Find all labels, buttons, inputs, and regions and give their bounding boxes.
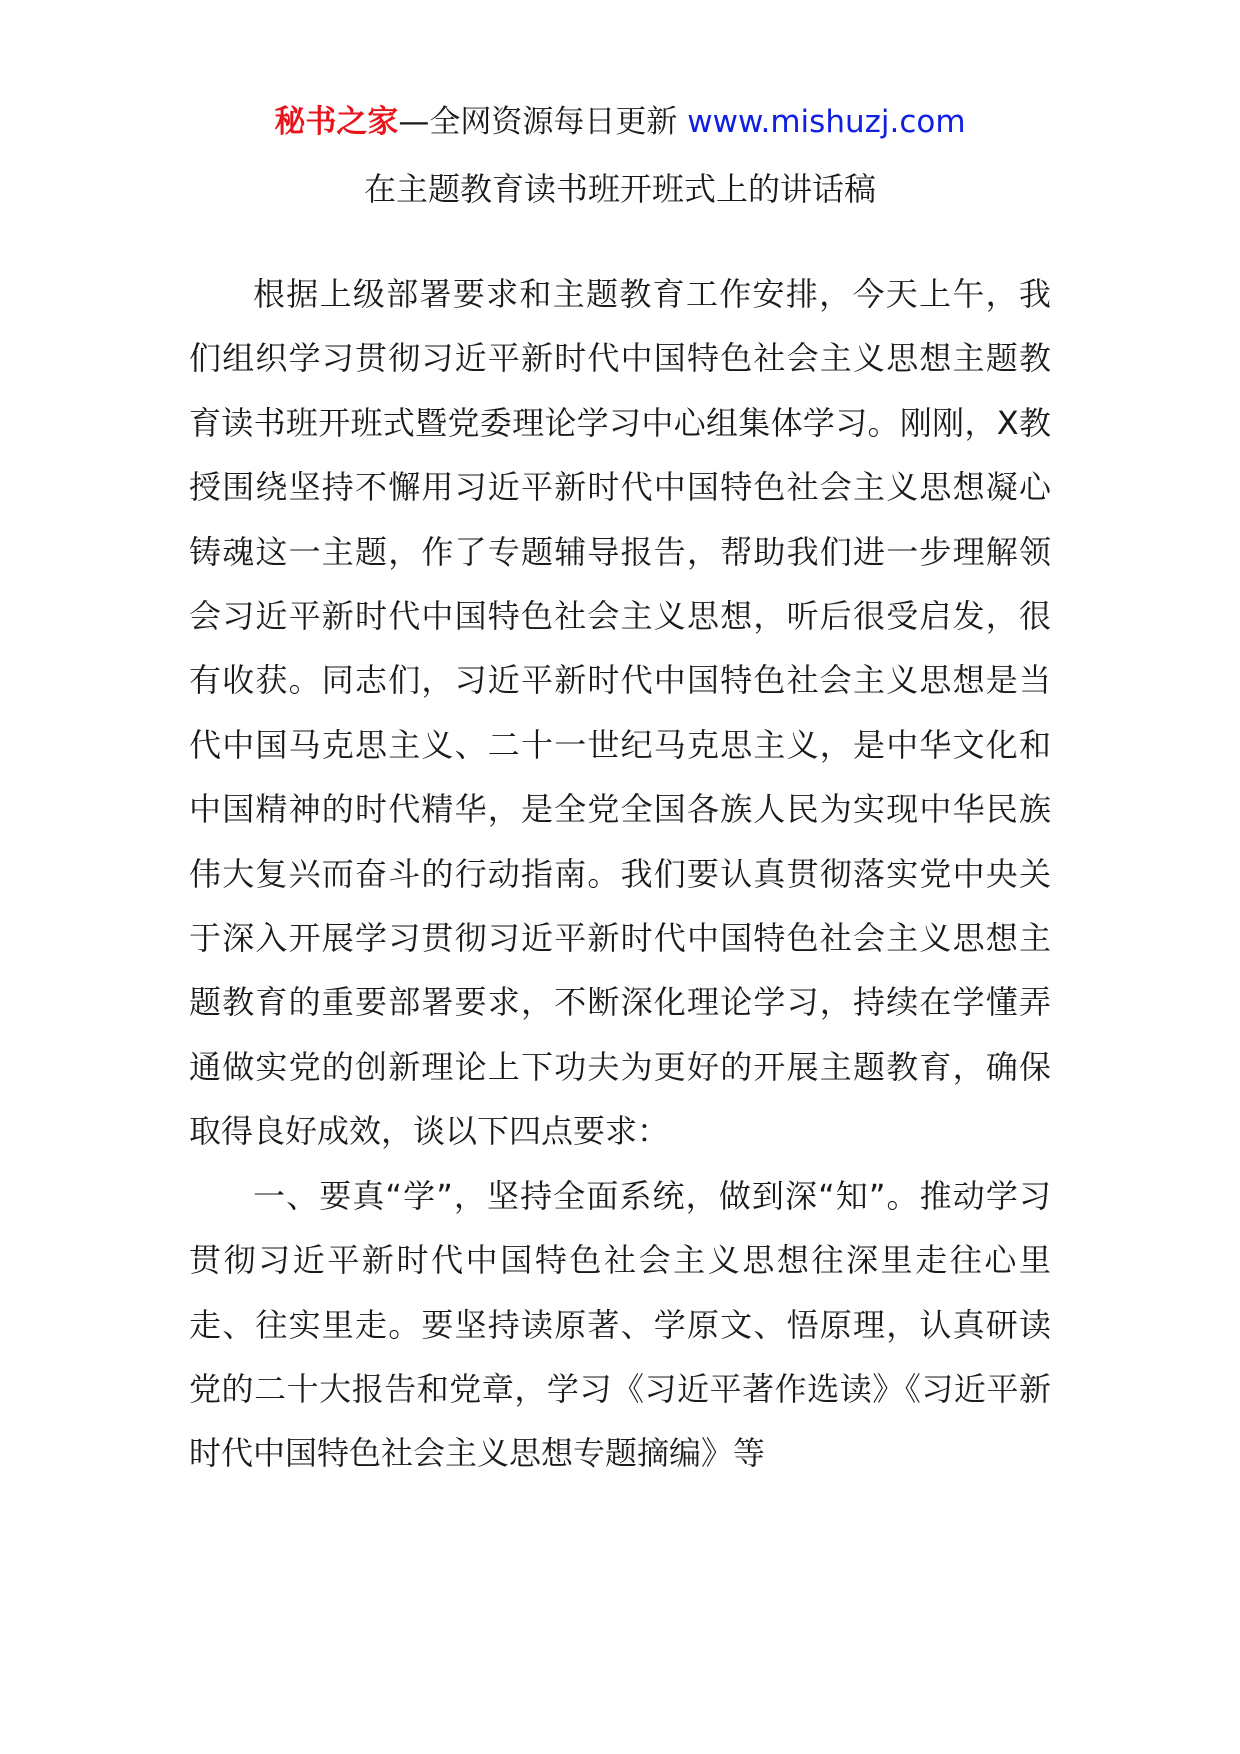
page-header xyxy=(0,100,1240,144)
brand-name: 秘书之家 xyxy=(274,104,399,140)
website-link[interactable]: www.mishuzj.com xyxy=(687,104,966,140)
paragraph-point-one: 一、要真“学”，坚持全面系统，做到深“知”。推动学习贯彻习近平新时代中国特色社会主义思想往深里走往心里走、往实里走。要坚持读原著、学原文、悟原理，认真研读党的二十大报告和党章，学习《习近平著作选读》《习近平新时代中国特色社会主义思想专题摘编》等 xyxy=(189,1176,1051,1473)
header-tagline: —全网资源每日更新 xyxy=(398,104,688,140)
document-body xyxy=(189,262,1051,1486)
document-title: 在主题教育读书班开班式上的讲话稿 xyxy=(363,170,876,208)
paragraph-intro: 根据上级部署要求和主题教育工作安排，今天上午，我们组织学习贯彻习近平新时代中国特色社会主义思想主题教育读书班开班式暨党委理论学习中心组集体学习。刚刚，X教授围绕坚持不懈用习近平新时代中国特色社会主义思想凝心铸魂这一主题，作了专题辅导报告，帮助我们进一步理解领会习近平新时代中国特色社会主义思想，听后很受启发，很有收获。同志们，习近平新时代中国特色社会主义思想是当代中国马克思主义、二十一世纪马克思主义，是中华文化和中国精神的时代精华，是全党全国各族人民为实现中华民族伟大复兴而奋斗的行动指南。我们要认真贯彻落实党中央关于深入开展学习贯彻习近平新时代中国特色社会主义思想主题教育的重要部署要求，不断深化理论学习，持续在学懂弄通做实党的创新理论上下功夫为更好的开展主题教育，确保取得良好成效，谈以下四点要求： xyxy=(189,275,1051,1151)
